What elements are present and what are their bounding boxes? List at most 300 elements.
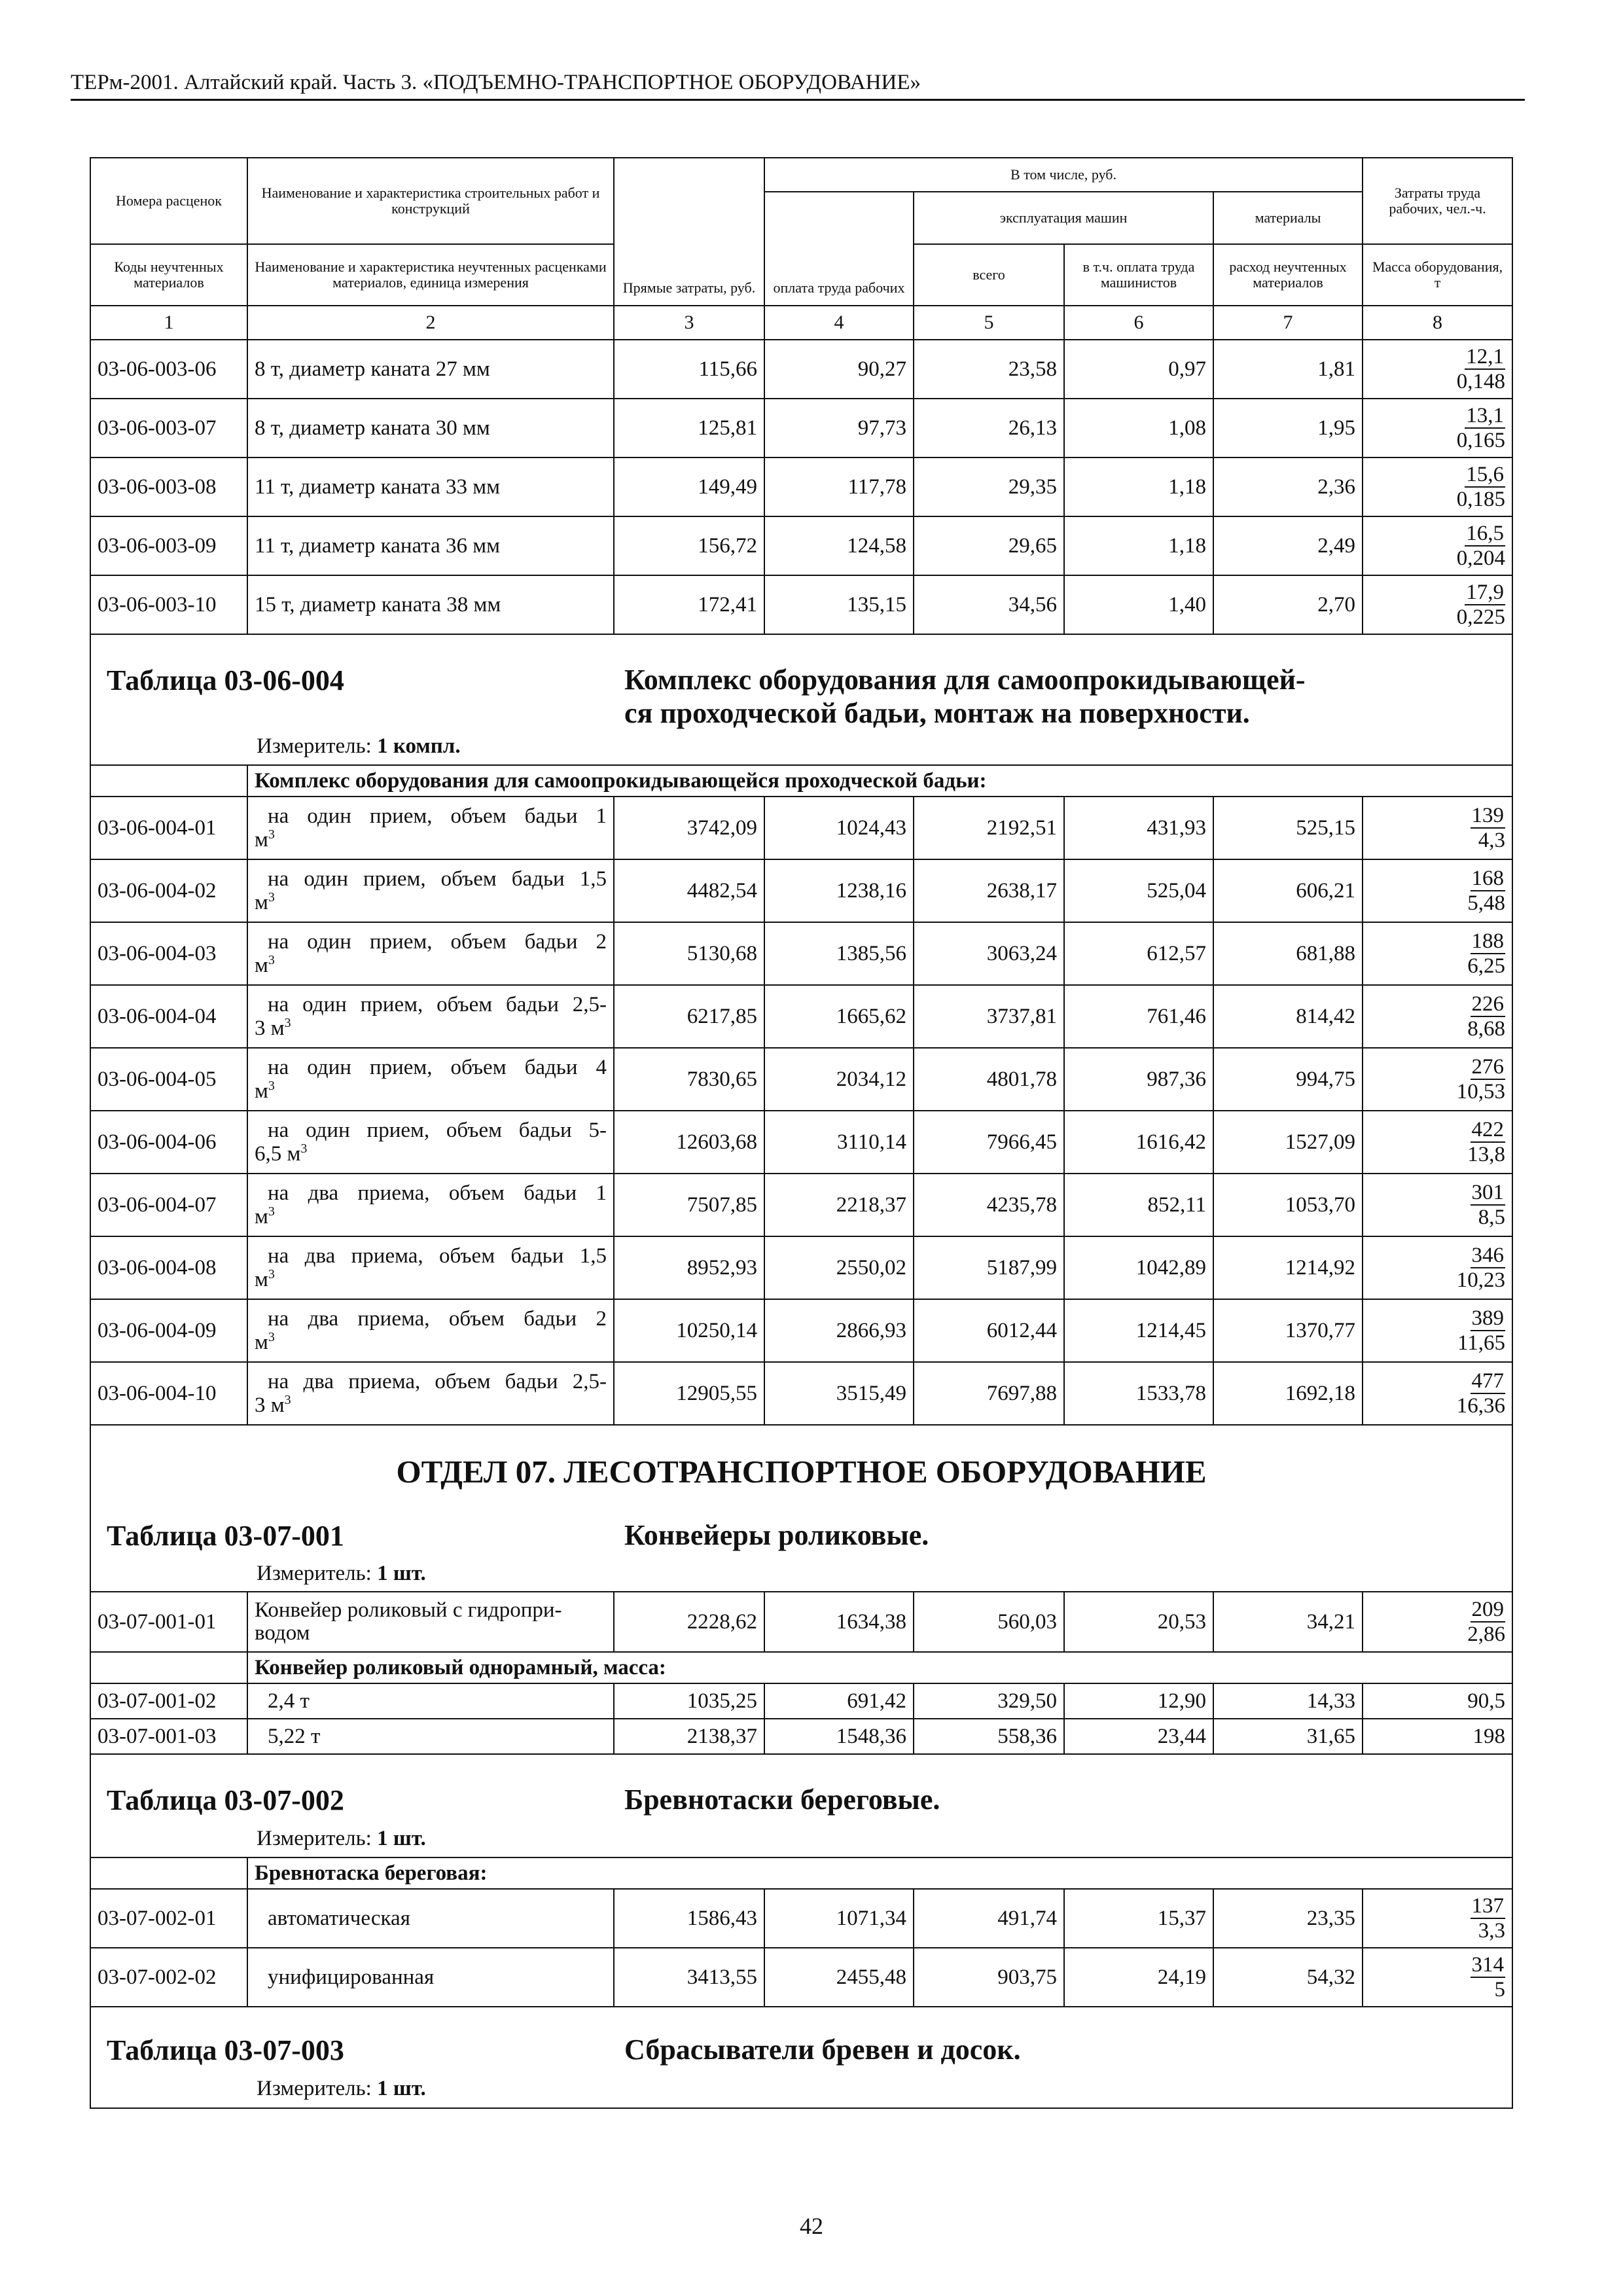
measure-unit bbox=[257, 2077, 426, 2101]
operator-pay: 1533,78 bbox=[1064, 1362, 1213, 1425]
rate-name-line: на один прием, объем бадьи 1 bbox=[268, 804, 607, 828]
table-description-line: ся проходческой бадьи, монтаж на поверхности. bbox=[624, 696, 1250, 729]
equipment-mass: 10,23 bbox=[1456, 1268, 1506, 1292]
col-laborpay-header: оплата труда рабочих bbox=[764, 192, 914, 306]
labor-pay: 1665,62 bbox=[764, 985, 914, 1048]
labor-hours: 12,1 bbox=[1465, 345, 1505, 370]
machines-total: 560,03 bbox=[914, 1592, 1064, 1652]
col-number: 5 bbox=[914, 306, 1064, 340]
direct-cost: 3413,55 bbox=[614, 1948, 764, 2007]
machines-total: 903,75 bbox=[914, 1948, 1064, 2007]
rate-name-unit bbox=[255, 1079, 607, 1103]
rate-name-line: на один прием, объем бадьи 1,5 bbox=[268, 867, 607, 891]
unit-exponent: 3 bbox=[300, 1141, 308, 1156]
labor-hours: 13,1 bbox=[1465, 404, 1505, 429]
operator-pay: 987,36 bbox=[1064, 1048, 1213, 1111]
unit-text: 3 м bbox=[255, 1016, 285, 1040]
rate-code: 03-06-003-08 bbox=[90, 457, 247, 516]
labor-mass bbox=[1363, 1889, 1512, 1948]
rate-name-line: на один прием, объем бадьи 2,5- bbox=[268, 992, 607, 1016]
labor-mass bbox=[1363, 1174, 1512, 1236]
measure-value: 1 шт. bbox=[377, 1562, 426, 1585]
group-label: Комплекс оборудования для самоопрокидывающейся проходческой бадьи: bbox=[247, 765, 1512, 797]
materials: 34,21 bbox=[1213, 1592, 1363, 1652]
table-row bbox=[90, 1299, 1512, 1362]
equipment-mass: 0,165 bbox=[1456, 429, 1506, 452]
table-banner bbox=[90, 634, 1512, 765]
col-matname-header: Наименование и характеристика неучтенных расценками материалов, единица измерения bbox=[247, 244, 614, 306]
col-operator-header: в т.ч. оплата труда машинистов bbox=[1064, 244, 1213, 306]
labor-mass bbox=[1363, 575, 1512, 634]
rates-table bbox=[90, 157, 1513, 2109]
rate-name bbox=[247, 859, 614, 922]
group-row bbox=[90, 1652, 1512, 1683]
rate-code: 03-06-004-06 bbox=[90, 1111, 247, 1174]
labor-hours: 477 bbox=[1471, 1369, 1506, 1394]
measure-value: 1 компл. bbox=[377, 734, 461, 758]
machines-total: 7697,88 bbox=[914, 1362, 1064, 1425]
labor-hours: 16,5 bbox=[1465, 522, 1505, 547]
rate-code: 03-06-004-08 bbox=[90, 1236, 247, 1299]
rate-name bbox=[247, 985, 614, 1048]
rate-code: 03-06-004-09 bbox=[90, 1299, 247, 1362]
table-title: Таблица 03-07-003 bbox=[107, 2034, 344, 2066]
measure-value: 1 шт. bbox=[377, 1827, 426, 1850]
labor-hours: 17,9 bbox=[1465, 581, 1505, 605]
machines-total: 5187,99 bbox=[914, 1236, 1064, 1299]
direct-cost: 1586,43 bbox=[614, 1889, 764, 1948]
equipment-mass: 6,25 bbox=[1467, 954, 1506, 978]
unit-text: м bbox=[255, 827, 268, 852]
direct-cost: 3742,09 bbox=[614, 797, 764, 859]
rate-name-unit bbox=[255, 1016, 607, 1040]
unit-text: м bbox=[255, 953, 268, 977]
col-name-header: Наименование и характеристика строительных работ и конструкций bbox=[247, 158, 614, 244]
operator-pay: 1616,42 bbox=[1064, 1111, 1213, 1174]
table-description: Бревнотаски береговые. bbox=[624, 1784, 940, 1816]
equipment-mass: 4,3 bbox=[1478, 829, 1506, 852]
labor-mass bbox=[1363, 1236, 1512, 1299]
rate-name-line: на один прием, объем бадьи 4 bbox=[268, 1055, 607, 1079]
materials: 1053,70 bbox=[1213, 1174, 1363, 1236]
materials: 23,35 bbox=[1213, 1889, 1363, 1948]
col-labor-header: Затраты труда рабочих, чел.-ч. bbox=[1363, 158, 1512, 244]
equipment-mass: 0,225 bbox=[1456, 605, 1506, 629]
col-number: 1 bbox=[90, 306, 247, 340]
measure-unit bbox=[257, 1562, 426, 1586]
machines-total: 29,65 bbox=[914, 516, 1064, 575]
materials: 1692,18 bbox=[1213, 1362, 1363, 1425]
machines-total: 3737,81 bbox=[914, 985, 1064, 1048]
rate-code: 03-06-004-02 bbox=[90, 859, 247, 922]
table-row bbox=[90, 1111, 1512, 1174]
rate-code: 03-06-004-04 bbox=[90, 985, 247, 1048]
materials: 1370,77 bbox=[1213, 1299, 1363, 1362]
col-matcodes-header: Коды неучтенных материалов bbox=[90, 244, 247, 306]
rate-name: 11 т, диаметр каната 33 мм bbox=[247, 457, 614, 516]
table-row bbox=[90, 399, 1512, 457]
operator-pay: 24,19 bbox=[1064, 1948, 1213, 2007]
materials: 31,65 bbox=[1213, 1719, 1363, 1754]
table-03-06-004-rows bbox=[90, 797, 1512, 1425]
unit-text: м bbox=[255, 1079, 268, 1103]
labor-hours: 198 bbox=[1363, 1719, 1512, 1754]
table-row bbox=[90, 1236, 1512, 1299]
labor-hours: 276 bbox=[1471, 1055, 1506, 1080]
rate-name-line: на два приема, объем бадьи 1 bbox=[268, 1181, 607, 1205]
equipment-mass: 0,204 bbox=[1456, 547, 1506, 570]
operator-pay: 431,93 bbox=[1064, 797, 1213, 859]
rate-name: 8 т, диаметр каната 30 мм bbox=[247, 399, 614, 457]
direct-cost: 8952,93 bbox=[614, 1236, 764, 1299]
rate-name-line: на один прием, объем бадьи 2 bbox=[268, 929, 607, 954]
operator-pay: 20,53 bbox=[1064, 1592, 1213, 1652]
equipment-mass: 8,5 bbox=[1478, 1206, 1506, 1229]
labor-mass bbox=[1363, 985, 1512, 1048]
machines-total: 29,35 bbox=[914, 457, 1064, 516]
rate-name-line: на два приема, объем бадьи 2,5- bbox=[268, 1369, 607, 1393]
machines-total: 2192,51 bbox=[914, 797, 1064, 859]
rate-name: 2,4 т bbox=[247, 1683, 614, 1719]
rate-name-line: на один прием, объем бадьи 5- bbox=[268, 1118, 607, 1142]
labor-pay: 2218,37 bbox=[764, 1174, 914, 1236]
rate-name: 15 т, диаметр каната 38 мм bbox=[247, 575, 614, 634]
table-03-06-003-rows bbox=[90, 340, 1512, 634]
machines-total: 4235,78 bbox=[914, 1174, 1064, 1236]
operator-pay: 12,90 bbox=[1064, 1683, 1213, 1719]
col-total-header: всего bbox=[914, 244, 1064, 306]
materials: 681,88 bbox=[1213, 922, 1363, 985]
materials: 994,75 bbox=[1213, 1048, 1363, 1111]
table-row bbox=[90, 1048, 1512, 1111]
direct-cost: 115,66 bbox=[614, 340, 764, 399]
table-row bbox=[90, 1362, 1512, 1425]
table-row bbox=[90, 1683, 1512, 1719]
direct-cost: 6217,85 bbox=[614, 985, 764, 1048]
labor-pay: 1385,56 bbox=[764, 922, 914, 985]
page-number: 42 bbox=[800, 2213, 823, 2239]
rate-name bbox=[247, 922, 614, 985]
rate-code: 03-06-003-10 bbox=[90, 575, 247, 634]
rate-name-line: Конвейер роликовый с гидропри- bbox=[255, 1598, 562, 1623]
running-header: ТЕРм-2001. Алтайский край. Часть 3. «ПОДЪЕМНО-ТРАНСПОРТНОЕ ОБОРУДОВАНИЕ» bbox=[71, 71, 1525, 101]
labor-pay: 2034,12 bbox=[764, 1048, 914, 1111]
rate-code: 03-06-004-05 bbox=[90, 1048, 247, 1111]
section-banner bbox=[90, 1425, 1512, 1592]
equipment-mass: 5,48 bbox=[1467, 891, 1506, 915]
direct-cost: 149,49 bbox=[614, 457, 764, 516]
equipment-mass: 11,65 bbox=[1457, 1331, 1506, 1355]
unit-exponent: 3 bbox=[284, 1015, 291, 1030]
direct-cost: 7507,85 bbox=[614, 1174, 764, 1236]
unit-text: м bbox=[255, 890, 268, 914]
col-code-header: Номера расценок bbox=[90, 158, 247, 244]
table-description: Сбрасыватели бревен и досок. bbox=[624, 2034, 1021, 2066]
col-number: 4 bbox=[764, 306, 914, 340]
unit-exponent: 3 bbox=[284, 1392, 291, 1407]
table-row bbox=[90, 340, 1512, 399]
unit-exponent: 3 bbox=[268, 1078, 275, 1093]
labor-pay: 1238,16 bbox=[764, 859, 914, 922]
rate-name-unit bbox=[255, 1393, 607, 1417]
col-mass-header: Масса оборудования, т bbox=[1363, 244, 1512, 306]
labor-pay: 2455,48 bbox=[764, 1948, 914, 2007]
table-row bbox=[90, 1592, 1512, 1652]
measure-label: Измеритель: bbox=[257, 1827, 372, 1850]
unit-text: 6,5 м bbox=[255, 1141, 301, 1166]
col-direct-header: Прямые затраты, руб. bbox=[614, 158, 764, 306]
direct-cost: 12603,68 bbox=[614, 1111, 764, 1174]
labor-pay: 1548,36 bbox=[764, 1719, 914, 1754]
machines-total: 4801,78 bbox=[914, 1048, 1064, 1111]
machines-total: 34,56 bbox=[914, 575, 1064, 634]
labor-hours: 422 bbox=[1471, 1118, 1506, 1143]
rate-name: 11 т, диаметр каната 36 мм bbox=[247, 516, 614, 575]
machines-total: 6012,44 bbox=[914, 1299, 1064, 1362]
operator-pay: 23,44 bbox=[1064, 1719, 1213, 1754]
labor-mass bbox=[1363, 1592, 1512, 1652]
labor-hours: 188 bbox=[1471, 929, 1506, 954]
equipment-mass: 0,185 bbox=[1456, 488, 1506, 511]
section-title: ОТДЕЛ 07. ЛЕСОТРАНСПОРТНОЕ ОБОРУДОВАНИЕ bbox=[396, 1454, 1207, 1490]
rate-name-unit bbox=[255, 828, 607, 852]
machines-total: 3063,24 bbox=[914, 922, 1064, 985]
col-unacc-header: расход неучтенных материалов bbox=[1213, 244, 1363, 306]
col-number: 7 bbox=[1213, 306, 1363, 340]
labor-mass bbox=[1363, 1111, 1512, 1174]
measure-unit bbox=[257, 1827, 426, 1851]
rate-name bbox=[247, 1111, 614, 1174]
labor-hours: 168 bbox=[1471, 867, 1506, 891]
labor-hours: 15,6 bbox=[1465, 463, 1505, 488]
rate-name bbox=[247, 1236, 614, 1299]
labor-pay: 1634,38 bbox=[764, 1592, 914, 1652]
table-row bbox=[90, 797, 1512, 859]
rate-name bbox=[247, 1362, 614, 1425]
table-description-line: Комплекс оборудования для самоопрокидывающей- bbox=[624, 664, 1306, 696]
table-03-07-003-banner bbox=[90, 2007, 1512, 2108]
materials: 1,81 bbox=[1213, 340, 1363, 399]
direct-cost: 10250,14 bbox=[614, 1299, 764, 1362]
col-materials-header: материалы bbox=[1213, 192, 1363, 244]
unit-text: 3 м bbox=[255, 1393, 285, 1417]
table-row bbox=[90, 985, 1512, 1048]
labor-pay: 3110,14 bbox=[764, 1111, 914, 1174]
materials: 14,33 bbox=[1213, 1683, 1363, 1719]
rate-name bbox=[247, 1048, 614, 1111]
equipment-mass: 10,53 bbox=[1456, 1080, 1506, 1103]
operator-pay: 15,37 bbox=[1064, 1889, 1213, 1948]
section-07-banner bbox=[90, 1425, 1512, 1592]
materials: 1214,92 bbox=[1213, 1236, 1363, 1299]
rate-code: 03-06-004-07 bbox=[90, 1174, 247, 1236]
rate-name: 8 т, диаметр каната 27 мм bbox=[247, 340, 614, 399]
labor-hours: 139 bbox=[1471, 804, 1506, 829]
labor-pay: 117,78 bbox=[764, 457, 914, 516]
table-title: Таблица 03-07-001 bbox=[107, 1520, 344, 1552]
measure-label: Измеритель: bbox=[257, 734, 372, 758]
unit-exponent: 3 bbox=[268, 827, 275, 842]
materials: 1527,09 bbox=[1213, 1111, 1363, 1174]
direct-cost: 4482,54 bbox=[614, 859, 764, 922]
labor-mass bbox=[1363, 457, 1512, 516]
rate-name bbox=[247, 1592, 614, 1652]
equipment-mass: 16,36 bbox=[1456, 1394, 1506, 1418]
labor-pay: 2866,93 bbox=[764, 1299, 914, 1362]
rate-name bbox=[247, 797, 614, 859]
equipment-mass: 8,68 bbox=[1467, 1017, 1506, 1041]
rate-name-unit bbox=[255, 1331, 607, 1354]
measure-label: Измеритель: bbox=[257, 2077, 372, 2100]
operator-pay: 1214,45 bbox=[1064, 1299, 1213, 1362]
table-03-06-004-banner bbox=[90, 634, 1512, 765]
equipment-mass: 3,3 bbox=[1478, 1919, 1506, 1943]
unit-text: м bbox=[255, 1330, 268, 1354]
labor-pay: 2550,02 bbox=[764, 1236, 914, 1299]
rate-name bbox=[247, 1299, 614, 1362]
labor-mass bbox=[1363, 340, 1512, 399]
labor-hours: 90,5 bbox=[1363, 1683, 1512, 1719]
col-incl-header: В том числе, руб. bbox=[764, 158, 1363, 192]
materials: 54,32 bbox=[1213, 1948, 1363, 2007]
direct-cost: 1035,25 bbox=[614, 1683, 764, 1719]
operator-pay: 525,04 bbox=[1064, 859, 1213, 922]
labor-hours: 301 bbox=[1471, 1181, 1506, 1206]
col-number: 8 bbox=[1363, 306, 1512, 340]
rate-code: 03-07-001-01 bbox=[90, 1592, 247, 1652]
rate-name bbox=[247, 1174, 614, 1236]
rate-name-unit bbox=[255, 1205, 607, 1229]
rate-code: 03-07-001-03 bbox=[90, 1719, 247, 1754]
labor-mass bbox=[1363, 1948, 1512, 2007]
rate-name-unit bbox=[255, 1142, 607, 1166]
direct-cost: 2138,37 bbox=[614, 1719, 764, 1754]
table-row bbox=[90, 922, 1512, 985]
table-row bbox=[90, 516, 1512, 575]
table-description bbox=[624, 664, 1306, 730]
table-title: Таблица 03-06-004 bbox=[107, 664, 344, 696]
rate-name-unit bbox=[255, 954, 607, 977]
labor-mass bbox=[1363, 1299, 1512, 1362]
direct-cost: 172,41 bbox=[614, 575, 764, 634]
materials: 606,21 bbox=[1213, 859, 1363, 922]
direct-cost: 2228,62 bbox=[614, 1592, 764, 1652]
labor-pay: 691,42 bbox=[764, 1683, 914, 1719]
table-banner bbox=[90, 1754, 1512, 1857]
unit-text: м bbox=[255, 1204, 268, 1229]
direct-cost: 5130,68 bbox=[614, 922, 764, 985]
table-banner bbox=[90, 2007, 1512, 2108]
table-title: Таблица 03-07-002 bbox=[107, 1784, 344, 1816]
direct-cost: 156,72 bbox=[614, 516, 764, 575]
col-number: 6 bbox=[1064, 306, 1213, 340]
group-label: Бревнотаска береговая: bbox=[247, 1857, 1512, 1889]
group-label: Конвейер роликовый однорамный, масса: bbox=[247, 1652, 1512, 1683]
labor-hours: 209 bbox=[1471, 1598, 1506, 1623]
operator-pay: 761,46 bbox=[1064, 985, 1213, 1048]
unit-text: м bbox=[255, 1267, 268, 1291]
materials: 814,42 bbox=[1213, 985, 1363, 1048]
equipment-mass: 13,8 bbox=[1467, 1143, 1506, 1166]
direct-cost: 125,81 bbox=[614, 399, 764, 457]
rate-name-line: на два приема, объем бадьи 1,5 bbox=[268, 1244, 607, 1268]
operator-pay: 1042,89 bbox=[1064, 1236, 1213, 1299]
machines-total: 491,74 bbox=[914, 1889, 1064, 1948]
unit-exponent: 3 bbox=[268, 952, 275, 967]
table-row bbox=[90, 1948, 1512, 2007]
operator-pay: 1,08 bbox=[1064, 399, 1213, 457]
labor-hours: 346 bbox=[1471, 1244, 1506, 1268]
operator-pay: 1,18 bbox=[1064, 516, 1213, 575]
labor-pay: 1071,34 bbox=[764, 1889, 914, 1948]
labor-hours: 389 bbox=[1471, 1306, 1506, 1331]
table-row bbox=[90, 1174, 1512, 1236]
group-row bbox=[90, 765, 1512, 797]
machines-total: 2638,17 bbox=[914, 859, 1064, 922]
operator-pay: 612,57 bbox=[1064, 922, 1213, 985]
table-row bbox=[90, 1719, 1512, 1754]
table-row bbox=[90, 457, 1512, 516]
table-description: Конвейеры роликовые. bbox=[624, 1519, 929, 1551]
equipment-mass: 5 bbox=[1494, 1978, 1506, 2001]
labor-mass bbox=[1363, 797, 1512, 859]
rate-name-line: водом bbox=[255, 1621, 310, 1645]
rate-code: 03-06-004-10 bbox=[90, 1362, 247, 1425]
operator-pay: 1,40 bbox=[1064, 575, 1213, 634]
machines-total: 26,13 bbox=[914, 399, 1064, 457]
col-number: 2 bbox=[247, 306, 614, 340]
labor-pay: 97,73 bbox=[764, 399, 914, 457]
unit-exponent: 3 bbox=[268, 1204, 275, 1219]
materials: 2,70 bbox=[1213, 575, 1363, 634]
rate-name: унифицированная bbox=[247, 1948, 614, 2007]
rate-name: автоматическая bbox=[247, 1889, 614, 1948]
labor-hours: 314 bbox=[1471, 1953, 1506, 1978]
rate-code: 03-06-003-07 bbox=[90, 399, 247, 457]
table-row bbox=[90, 859, 1512, 922]
rate-name-unit bbox=[255, 891, 607, 914]
materials: 2,49 bbox=[1213, 516, 1363, 575]
rate-code: 03-07-002-02 bbox=[90, 1948, 247, 2007]
rate-code: 03-06-003-06 bbox=[90, 340, 247, 399]
materials: 1,95 bbox=[1213, 399, 1363, 457]
unit-exponent: 3 bbox=[268, 889, 275, 905]
equipment-mass: 0,148 bbox=[1456, 370, 1506, 393]
labor-pay: 90,27 bbox=[764, 340, 914, 399]
materials: 525,15 bbox=[1213, 797, 1363, 859]
rate-name: 5,22 т bbox=[247, 1719, 614, 1754]
rate-code: 03-06-004-01 bbox=[90, 797, 247, 859]
operator-pay: 0,97 bbox=[1064, 340, 1213, 399]
labor-pay: 3515,49 bbox=[764, 1362, 914, 1425]
materials: 2,36 bbox=[1213, 457, 1363, 516]
machines-total: 7966,45 bbox=[914, 1111, 1064, 1174]
labor-pay: 1024,43 bbox=[764, 797, 914, 859]
unit-exponent: 3 bbox=[268, 1329, 275, 1344]
labor-mass bbox=[1363, 516, 1512, 575]
direct-cost: 12905,55 bbox=[614, 1362, 764, 1425]
operator-pay: 1,18 bbox=[1064, 457, 1213, 516]
labor-mass bbox=[1363, 399, 1512, 457]
labor-pay: 124,58 bbox=[764, 516, 914, 575]
labor-hours: 226 bbox=[1471, 992, 1506, 1017]
col-machines-header: эксплуатация машин bbox=[914, 192, 1213, 244]
machines-total: 23,58 bbox=[914, 340, 1064, 399]
rate-name-unit bbox=[255, 1268, 607, 1291]
labor-mass bbox=[1363, 922, 1512, 985]
rate-name-line: на два приема, объем бадьи 2 bbox=[268, 1306, 607, 1331]
labor-pay: 135,15 bbox=[764, 575, 914, 634]
